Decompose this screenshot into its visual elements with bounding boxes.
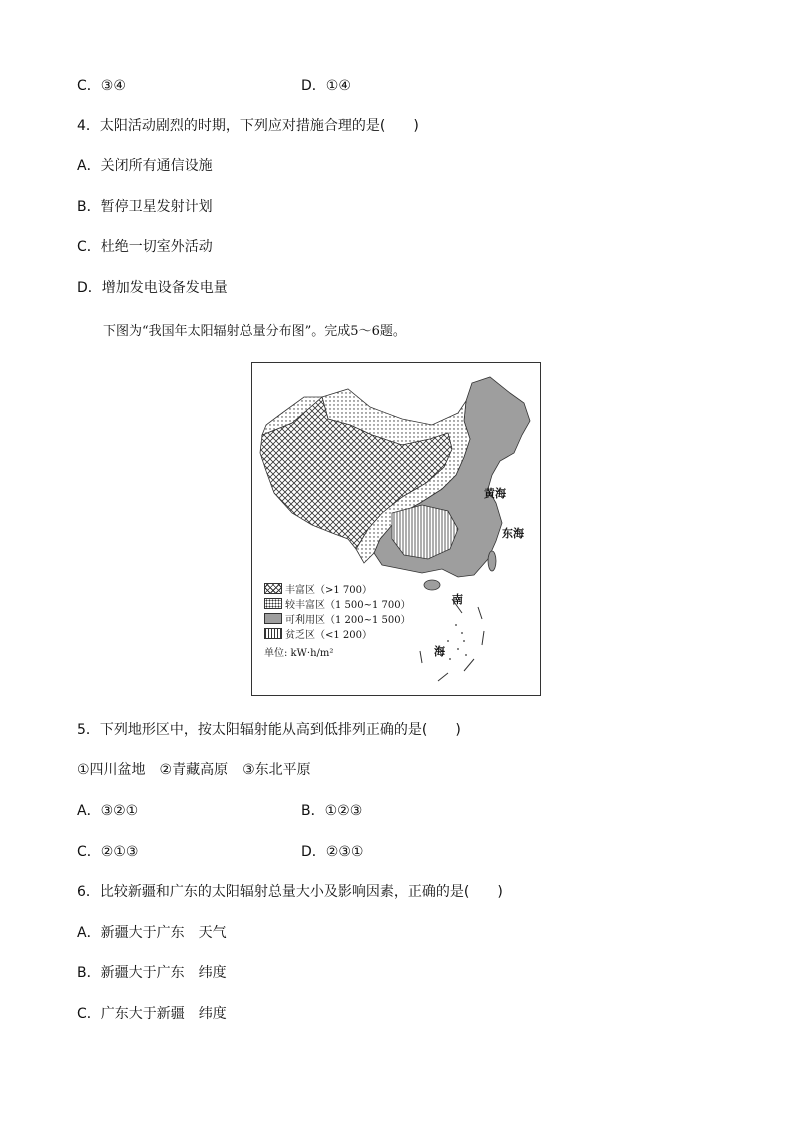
legend-swatch-rich xyxy=(264,583,282,594)
q5-items: ①四川盆地 ②青藏高原 ③东北平原 xyxy=(77,762,311,778)
label-yellow-sea: 黄海 xyxy=(484,487,506,500)
legend-label-usable: 可利用区（1 200~1 500） xyxy=(285,615,411,626)
nine-dash-line xyxy=(420,599,484,681)
legend-row-usable xyxy=(264,611,411,626)
legend-row-poor xyxy=(264,626,411,641)
q3-option-c: C．③④ xyxy=(77,78,126,94)
q5-stem: 5．下列地形区中，按太阳辐射能从高到低排列正确的是( ) xyxy=(77,722,461,738)
q5-option-d: D．②③① xyxy=(301,844,364,860)
q6-option-b: B．新疆大于广东 纬度 xyxy=(77,965,227,981)
q5-option-b: B．①②③ xyxy=(301,803,363,819)
taiwan-island xyxy=(488,551,496,571)
label-south-sea-1: 南 xyxy=(452,593,463,606)
q4-option-d: D．增加发电设备发电量 xyxy=(77,280,228,296)
legend-row-rich xyxy=(264,581,411,596)
figure-intro: 下图为“我国年太阳辐射总量分布图”。完成5～6题。 xyxy=(103,324,406,339)
q3-option-d: D．①④ xyxy=(301,78,351,94)
legend-label-fair: 较丰富区（1 500~1 700） xyxy=(285,600,411,611)
label-south-sea-2: 海 xyxy=(434,645,445,658)
q4-option-a: A．关闭所有通信设施 xyxy=(77,158,213,174)
solar-radiation-map xyxy=(251,362,541,696)
q6-stem: 6．比较新疆和广东的太阳辐射总量大小及影响因素，正确的是( ) xyxy=(77,884,503,900)
legend-swatch-poor xyxy=(264,628,282,639)
label-east-sea: 东海 xyxy=(502,527,524,540)
legend-label-poor: 贫乏区（<1 200） xyxy=(285,630,373,641)
q6-option-a: A．新疆大于广东 天气 xyxy=(77,925,227,941)
q5-option-c: C．②①③ xyxy=(77,844,139,860)
hainan-island xyxy=(424,580,440,590)
legend-swatch-fair xyxy=(264,598,282,609)
q4-stem: 4．太阳活动剧烈的时期，下列应对措施合理的是( ) xyxy=(77,118,419,134)
q5-option-a: A．③②① xyxy=(77,803,139,819)
legend-row-fair xyxy=(264,596,411,611)
legend-unit: 单位: kW·h/m² xyxy=(264,648,334,659)
q6-option-c: C．广东大于新疆 纬度 xyxy=(77,1006,227,1022)
q4-option-b: B．暂停卫星发射计划 xyxy=(77,199,213,215)
q4-option-c: C．杜绝一切室外活动 xyxy=(77,239,213,255)
legend-swatch-usable xyxy=(264,613,282,624)
map-legend xyxy=(264,581,411,659)
legend-label-rich: 丰富区（>1 700） xyxy=(285,585,373,596)
